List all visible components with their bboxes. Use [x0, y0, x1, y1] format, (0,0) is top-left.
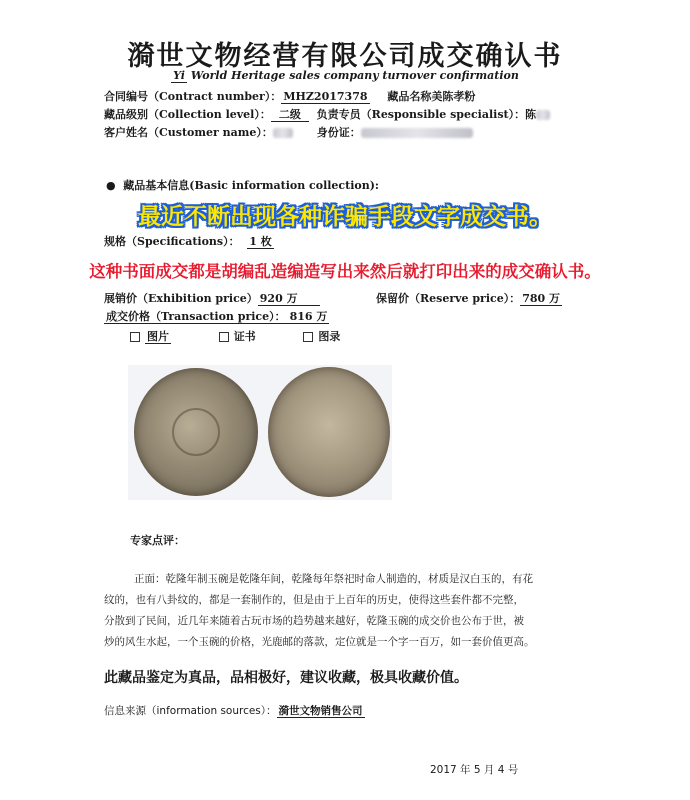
checkbox-picture-label: 图片 — [147, 330, 169, 343]
spec-value: 1 枚 — [249, 235, 272, 248]
source-row — [104, 703, 365, 718]
comment-line: 分散到了民间，近几年来随着古玩市场的趋势越来越好，乾隆玉碗的成交价也公布于世，被 — [104, 615, 524, 627]
exhibition-label: 展销价（Exhibition price） — [104, 292, 258, 305]
basic-info-heading — [106, 177, 379, 193]
document-title: 漪世文物经营有限公司成交确认书 — [127, 41, 563, 72]
checkbox-record-label: 图录 — [318, 330, 341, 343]
redaction-mark — [273, 128, 293, 138]
contract-row — [104, 88, 475, 104]
exhibition-value: 920 万 — [258, 292, 320, 306]
level-label: 藏品级别（Collection level）： — [104, 108, 271, 121]
checkbox-certificate-label: 证书 — [233, 330, 256, 343]
level-value: 二级 — [271, 108, 309, 122]
expert-comment — [134, 569, 604, 590]
reserve-label: 保留价（Reserve price）： — [376, 292, 521, 305]
expert-comment-continued — [104, 590, 604, 653]
exhibition-row — [104, 290, 320, 306]
basic-info-label: 藏品基本信息(Basic information collection): — [123, 179, 379, 192]
verdict-statement: 此藏品鉴定为真品，品相极好，建议收藏，极具收藏价值。 — [104, 670, 468, 686]
overlay-note: 这种书面成交都是胡编乱造编造写出来然后就打印出来的成交确认书。 — [89, 262, 601, 281]
level-row — [104, 106, 550, 122]
expert-label: 专家点评： — [130, 534, 185, 547]
comment-line: 炒的风生水起，一个玉碗的价格，光鹿邮的落款，定位就是一个字一百万，如一套价值更高。 — [104, 636, 535, 648]
jade-bowl-front-image — [134, 368, 258, 496]
comment-line: 正面：乾隆年制玉碗是乾隆年间，乾隆每年祭祀时命人制造的，材质是汉白玉的，有花 — [134, 573, 533, 585]
checkbox-picture[interactable] — [130, 332, 140, 342]
checkbox-record[interactable] — [303, 332, 313, 342]
subtitle-prefix: Yi — [173, 69, 185, 82]
reserve-row — [376, 290, 562, 306]
checkbox-certificate[interactable] — [219, 332, 229, 342]
transaction-label: 成交价格（Transaction price）： — [106, 310, 286, 323]
bullet-icon: ● — [106, 179, 116, 192]
specialist-value: 陈 — [525, 108, 537, 121]
spec-row — [104, 233, 274, 249]
subtitle-text: World Heritage sales company turnover confirmation — [186, 69, 519, 82]
contract-value: MHZ2017378 — [283, 90, 368, 103]
id-label: 身份证： — [316, 126, 361, 139]
redaction-mark — [536, 110, 550, 120]
document-date: 2017 年 5 月 4 号 — [430, 764, 519, 776]
transaction-row — [104, 308, 329, 324]
overlay-headline: 最近不断出现各种诈骗手段文字成交书。 — [138, 204, 552, 230]
specialist-label: 负责专员（Responsible specialist）： — [316, 108, 526, 121]
customer-row — [104, 124, 473, 140]
redaction-mark — [361, 128, 473, 138]
source-value: 漪世文物销售公司 — [278, 705, 363, 717]
transaction-value: 816 万 — [289, 310, 328, 323]
attachment-checkboxes — [130, 328, 340, 344]
jade-bowl-back-image — [268, 367, 390, 497]
document-subtitle — [0, 69, 690, 82]
collection-name-label: 藏品名称 — [387, 90, 432, 103]
contract-label: 合同编号（Contract number）： — [104, 90, 282, 103]
source-label: 信息来源（information sources）： — [104, 705, 277, 717]
reserve-value: 780 万 — [522, 292, 561, 305]
collection-photo — [128, 365, 392, 500]
comment-line: 纹的，也有八卦纹的，都是一套制作的，但是由于上百年的历史，使得这些套件都不完整， — [104, 594, 524, 606]
customer-label: 客户姓名（Customer name）： — [104, 126, 273, 139]
collection-name-value: 美陈孝粉 — [431, 90, 476, 103]
spec-label: 规格（Specifications）： — [104, 235, 240, 248]
